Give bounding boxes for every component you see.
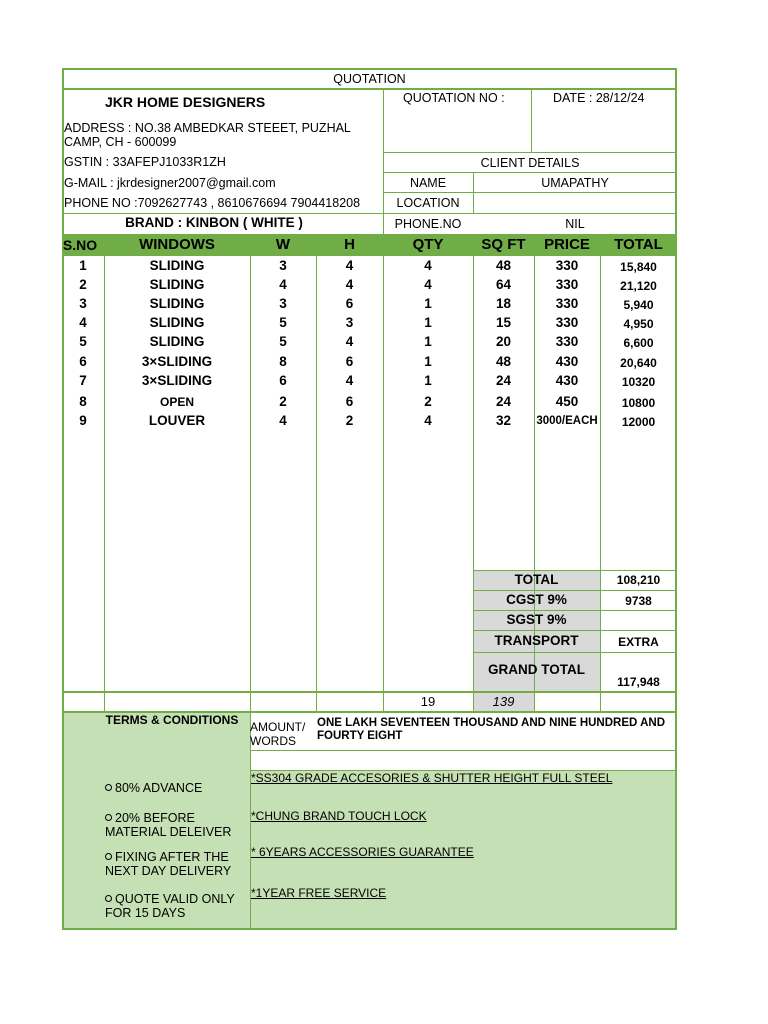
sgst-label: SGST 9% xyxy=(506,612,567,627)
col-header-sno: S.NO xyxy=(62,237,98,253)
client-details-heading: CLIENT DETAILS xyxy=(480,156,580,170)
cell-window: LOUVER xyxy=(148,413,206,428)
cell-sno: 7 xyxy=(79,373,87,388)
cell-window: 3×SLIDING xyxy=(141,354,213,369)
cell-qty: 1 xyxy=(424,373,432,388)
cell-qty: 1 xyxy=(424,334,432,349)
cell-qty: 1 xyxy=(424,354,432,369)
cell-price: 330 xyxy=(555,277,579,292)
cell-w: 5 xyxy=(279,334,287,349)
transport-value: EXTRA xyxy=(618,635,659,649)
note-item: *1YEAR FREE SERVICE xyxy=(251,886,387,900)
note-item: *CHUNG BRAND TOUCH LOCK xyxy=(251,809,427,823)
cell-sno: 1 xyxy=(79,258,87,273)
col-header-qty: QTY xyxy=(412,236,444,253)
cell-total: 12000 xyxy=(621,415,656,429)
cell-qty: 4 xyxy=(424,277,432,292)
cell-total: 20,640 xyxy=(620,356,657,370)
grand-total-label: GRAND TOTAL xyxy=(488,662,585,677)
brand: BRAND : KINBON ( WHITE ) xyxy=(125,215,303,230)
cell-sqft: 64 xyxy=(495,277,512,292)
cell-w: 3 xyxy=(279,258,287,273)
cell-h: 6 xyxy=(345,354,354,369)
amount-words-value: ONE LAKH SEVENTEEN THOUSAND AND NINE HUNDRED AND FOURTY EIGHT xyxy=(317,717,665,742)
cell-window: SLIDING xyxy=(149,277,205,292)
cell-total: 21,120 xyxy=(620,279,657,293)
cell-w: 3 xyxy=(279,296,287,311)
client-phone-value: NIL xyxy=(565,217,585,231)
cell-sqft: 24 xyxy=(495,394,512,409)
cell-h: 4 xyxy=(345,258,354,273)
client-name-value: UMAPATHY xyxy=(541,176,609,190)
cell-window: SLIDING xyxy=(149,258,205,273)
cell-total: 4,950 xyxy=(623,317,654,331)
cell-w: 2 xyxy=(279,394,287,409)
client-name-label: NAME xyxy=(409,176,447,190)
cell-sqft: 20 xyxy=(495,334,512,349)
cell-h: 6 xyxy=(345,394,354,409)
cell-w: 5 xyxy=(279,315,287,330)
cell-price: 330 xyxy=(555,258,579,273)
company-name: JKR HOME DESIGNERS xyxy=(105,94,266,110)
cell-total: 6,600 xyxy=(623,336,654,350)
cell-sno: 9 xyxy=(79,413,87,428)
cell-window: SLIDING xyxy=(149,315,205,330)
cell-sqft: 24 xyxy=(495,373,512,388)
cell-h: 4 xyxy=(345,334,354,349)
client-phone-label: PHONE.NO xyxy=(394,217,462,231)
quotation-sheet xyxy=(62,68,677,930)
cell-sqft: 15 xyxy=(495,315,512,330)
cell-sno: 2 xyxy=(79,277,87,292)
cell-total: 10800 xyxy=(621,396,656,410)
cgst-value: 9738 xyxy=(625,594,652,608)
col-header-w: W xyxy=(275,236,291,253)
cell-price: 330 xyxy=(555,334,579,349)
cgst-label: CGST 9% xyxy=(506,592,567,607)
date-label: DATE : 28/12/24 xyxy=(553,91,645,105)
cell-h: 4 xyxy=(345,277,354,292)
terms-item: FIXING AFTER THE NEXT DAY DELIVERY xyxy=(105,850,232,878)
client-location-label: LOCATION xyxy=(396,196,460,210)
bullet-icon xyxy=(105,853,112,860)
cell-sqft: 18 xyxy=(495,296,512,311)
sqft-total: 139 xyxy=(492,694,515,709)
cell-sqft: 32 xyxy=(495,413,512,428)
cell-price: 430 xyxy=(555,354,579,369)
total-value: 108,210 xyxy=(616,573,661,587)
col-header-h: H xyxy=(344,236,355,253)
cell-qty: 2 xyxy=(424,394,432,409)
grand-total-value: 117,948 xyxy=(617,675,660,689)
col-header-total: TOTAL xyxy=(614,236,663,253)
cell-window: SLIDING xyxy=(149,296,205,311)
gstin: GSTIN : 33AFEPJ1033R1ZH xyxy=(64,155,226,169)
cell-qty: 4 xyxy=(424,258,432,273)
cell-price: 330 xyxy=(555,296,579,311)
cell-qty: 4 xyxy=(424,413,432,428)
cell-h: 2 xyxy=(345,413,354,428)
note-item: * 6YEARS ACCESSORIES GUARANTEE xyxy=(251,845,474,859)
cell-sno: 3 xyxy=(79,296,87,311)
phone: PHONE NO :7092627743 , 8610676694 7904418208 xyxy=(64,196,361,210)
col-header-windows: WINDOWS xyxy=(139,236,215,253)
cell-sno: 5 xyxy=(79,334,87,349)
cell-sqft: 48 xyxy=(495,258,512,273)
cell-price: 430 xyxy=(555,373,579,388)
col-header-sqft: SQ FT xyxy=(481,236,526,253)
cell-w: 4 xyxy=(279,413,287,428)
terms-heading: TERMS & CONDITIONS xyxy=(105,713,239,727)
cell-window: OPEN xyxy=(159,395,194,409)
qty-total: 19 xyxy=(420,694,436,709)
cell-w: 6 xyxy=(279,373,287,388)
bullet-icon xyxy=(105,895,112,902)
cell-total: 5,940 xyxy=(623,298,654,312)
cell-sno: 4 xyxy=(79,315,87,330)
terms-item: QUOTE VALID ONLY FOR 15 DAYS xyxy=(105,892,235,920)
cell-h: 3 xyxy=(345,315,354,330)
terms-item: 80% ADVANCE xyxy=(105,781,202,795)
col-header-price: PRICE xyxy=(544,236,590,253)
bullet-icon xyxy=(105,814,112,821)
cell-h: 4 xyxy=(345,373,354,388)
cell-window: 3×SLIDING xyxy=(141,373,213,388)
cell-qty: 1 xyxy=(424,315,432,330)
transport-label: TRANSPORT xyxy=(494,633,579,648)
cell-sno: 6 xyxy=(79,354,87,369)
terms-item: 20% BEFORE MATERIAL DELEIVER xyxy=(105,811,232,839)
page-title: QUOTATION xyxy=(333,72,406,86)
cell-qty: 1 xyxy=(424,296,432,311)
cell-w: 4 xyxy=(279,277,287,292)
cell-sno: 8 xyxy=(79,394,87,409)
note-item: *SS304 GRADE ACCESORIES & SHUTTER HEIGHT FULL STEEL xyxy=(251,771,613,785)
cell-price: 3000/EACH xyxy=(536,415,598,427)
cell-h: 6 xyxy=(345,296,354,311)
address-line2: CAMP, CH - 600099 xyxy=(64,135,177,149)
cell-window: SLIDING xyxy=(149,334,205,349)
address-line1: ADDRESS : NO.38 AMBEDKAR STEEET, PUZHAL xyxy=(64,121,351,135)
total-label: TOTAL xyxy=(514,572,559,587)
cell-sqft: 48 xyxy=(495,354,512,369)
cell-price: 450 xyxy=(555,394,579,409)
cell-w: 8 xyxy=(279,354,287,369)
amount-words-label: AMOUNT/ WORDS xyxy=(250,720,306,748)
cell-price: 330 xyxy=(555,315,579,330)
gmail: G-MAIL : jkrdesigner2007@gmail.com xyxy=(64,176,276,190)
cell-total: 10320 xyxy=(621,375,656,389)
quotation-no-label: QUOTATION NO : xyxy=(403,91,505,105)
bullet-icon xyxy=(105,784,112,791)
cell-total: 15,840 xyxy=(620,260,657,274)
